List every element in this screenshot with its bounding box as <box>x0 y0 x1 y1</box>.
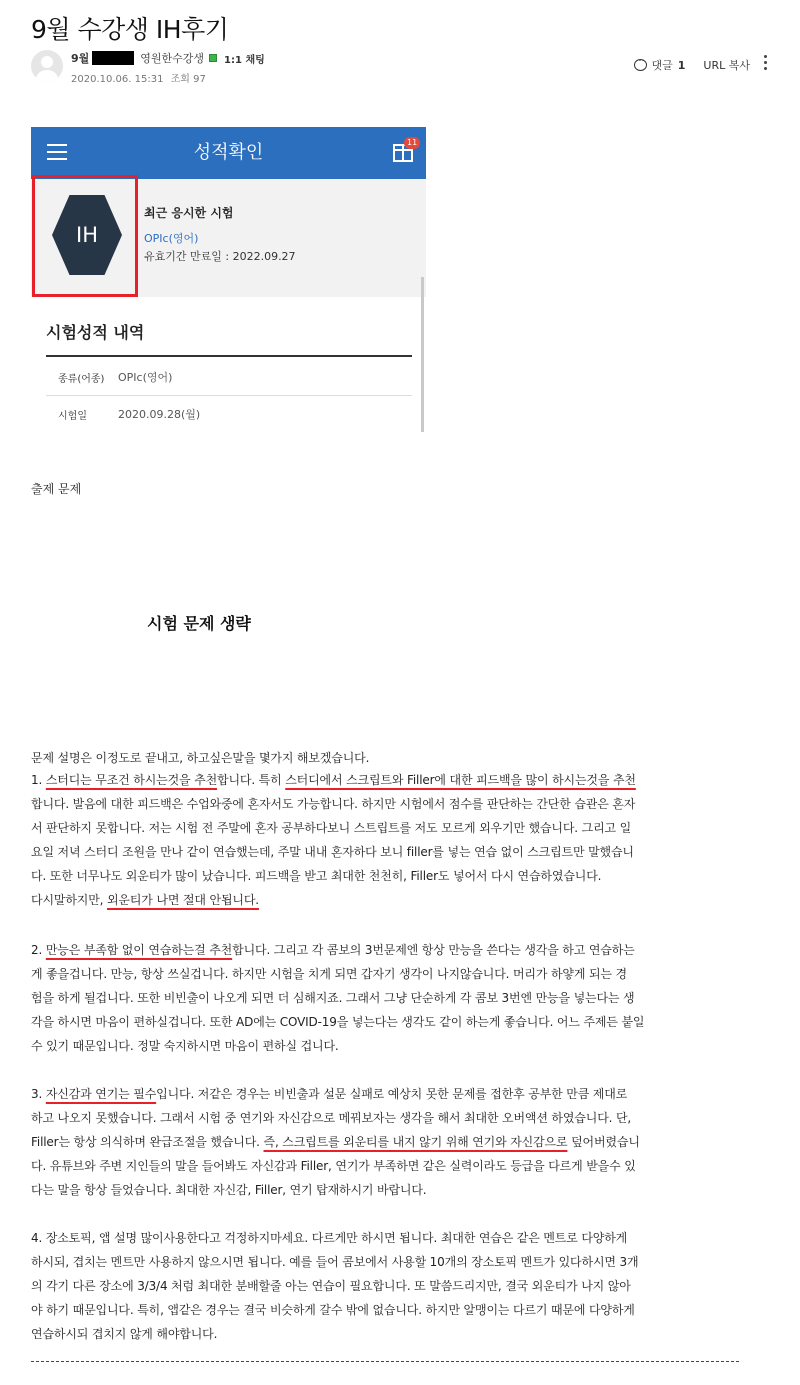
dashed-divider <box>31 1361 739 1362</box>
paragraph-line: 서 판단하지 못합니다. 저는 시험 전 주말에 혼자 공부하다보니 스트립트를 저도 모르게 외우기만 했습니다. 그리고 일 <box>31 821 632 835</box>
row-label-type: 종류(어종) <box>58 374 105 385</box>
paragraph-line: 다. 또한 너무나도 외운티가 많이 났습니다. 피드백을 받고 최대한 천천히, Filler도 넣어서 다시 연습하였습니다. <box>31 869 602 883</box>
comment-count[interactable]: 1 <box>677 58 686 72</box>
comment-label[interactable]: 댓글 <box>651 59 673 72</box>
row-label-date: 시험일 <box>58 411 87 422</box>
score-screenshot <box>31 127 426 432</box>
view-count: 조회 97 <box>170 74 206 85</box>
paragraph-line: 3. 자신감과 연기는 필수입니다. 저같은 경우는 비빈출과 설문 실패로 예상치 못한 문제를 접한후 공부한 만큼 제대로 <box>31 1087 628 1101</box>
section-label: 출제 문제 <box>31 482 82 496</box>
paragraph-line: 하고 나오지 못했습니다. 그래서 시험 중 연기와 자신감으로 메꿔보자는 생각을 해서 최대한 오버액션 하였습니다. 단, <box>31 1111 632 1125</box>
post-tools <box>634 57 751 73</box>
history-card <box>31 297 426 432</box>
omitted-notice: 시험 문제 생략 <box>147 614 251 633</box>
recent-exam-name: OPIc(영어) <box>144 232 199 245</box>
author-rank: 영원한수강생 <box>140 52 205 65</box>
paragraph-line: 각을 하시면 마음이 편하실겁니다. 또한 AD에는 COVID-19을 넣는다는 생각도 같이 하는게 좋습니다. 어느 주제든 붙일 <box>31 1015 645 1029</box>
notification-badge: 11 <box>404 137 420 149</box>
paragraph-line: 다는 말을 항상 들었습니다. 최대한 자신감, Filler, 연기 탑재하시기 바랍니다. <box>31 1183 427 1197</box>
paragraph-line: Filler는 항상 의식하며 완급조절을 했습니다. 즉, 스크립트를 외운티를 내지 않기 위해 연기와 자신감으로 덮어버렸습니 <box>31 1135 640 1149</box>
comment-icon[interactable] <box>634 59 647 71</box>
scrollbar <box>421 277 424 432</box>
highlighted-text: 외운티가 나면 절대 안됩니다. <box>106 893 259 907</box>
paragraph-line: 다. 유튜브와 주변 지인들의 말을 들어봐도 자신감과 Filler, 연기가 부족하면 같은 실력이라도 등급을 다르게 받을수 있 <box>31 1159 636 1173</box>
highlighted-text: 즉, 스크립트를 외운티를 내지 않기 위해 연기와 자신감으로 <box>263 1135 568 1149</box>
more-options-icon[interactable] <box>760 55 770 70</box>
recent-exam-expiry: 유효기간 만료일 : 2022.09.27 <box>144 250 296 263</box>
grade-label: IH <box>76 223 98 247</box>
paragraph-line: 게 좋을겁니다. 만능, 항상 쓰실겁니다. 하지만 시험을 치게 되면 갑자기 생각이 나지않습니다. 머리가 하얗게 되는 경 <box>31 967 627 981</box>
paragraph-line: 험을 하게 될겁니다. 또한 비빈출이 나오게 되면 더 심해지죠. 그래서 그냥 단순하게 각 콤보 3번엔 만능을 넣는다는 생 <box>31 991 635 1005</box>
member-level-icon <box>209 54 217 62</box>
paragraph-line: 2. 만능은 부족함 없이 연습하는걸 추천합니다. 그리고 각 콤보의 3번문제엔 항상 만능을 쓴다는 생각을 하고 연습하는 <box>31 943 635 957</box>
author-info <box>71 50 265 66</box>
paragraph-line: 하시되, 겹치는 멘트만 사용하지 않으시면 됩니다. 예를 들어 콤보에서 사용할 10개의 장소토픽 멘트가 있다하시면 3개 <box>31 1255 639 1269</box>
post-title: 9월 수강생 IH후기 <box>31 15 229 44</box>
post-meta <box>71 70 210 85</box>
redacted-name <box>92 51 134 65</box>
highlight-box <box>32 175 138 297</box>
highlighted-text: 스터디는 무조건 하시는것을 추천 <box>45 773 218 787</box>
row-value-type: OPIc(영어) <box>118 371 173 384</box>
app-title: 성적확인 <box>193 142 264 163</box>
divider <box>46 355 412 357</box>
divider <box>46 395 412 396</box>
history-title: 시험성적 내역 <box>46 323 145 342</box>
paragraph-line: 다시말하지만, 외운티가 나면 절대 안됩니다. <box>31 893 259 907</box>
paragraph-line: 수 있기 때문입니다. 정말 숙지하시면 마음이 편하실 겁니다. <box>31 1039 339 1053</box>
highlighted-text: 스터디에서 스크립트와 Filler에 대한 피드백을 많이 하시는것을 추천 <box>285 773 636 787</box>
post-date: 2020.10.06. 15:31 <box>71 74 164 85</box>
highlighted-text: 만능은 부족함 없이 연습하는걸 추천 <box>45 943 233 957</box>
paragraph-line: 야 하기 때문입니다. 특히, 앱같은 경우는 결국 비슷하게 갈수 밖에 없습니다. 하지만 알맹이는 다르기 때문에 다양하게 <box>31 1303 635 1317</box>
url-copy-button[interactable]: URL 복사 <box>703 59 750 72</box>
avatar[interactable] <box>31 50 63 82</box>
paragraph-line: 문제 설명은 이정도로 끝내고, 하고싶은말을 몇가지 해보겠습니다. <box>31 751 370 765</box>
author-nickname[interactable]: 9월 <box>71 52 90 65</box>
paragraph-line: 요일 저녁 스터디 조원을 만나 같이 연습했는데, 주말 내내 혼자하다 보니 filler를 넣는 연습 없이 스크립트만 말했습니 <box>31 845 634 859</box>
paragraph-line: 의 각기 다른 장소에 3/3/4 처럼 최대한 분배할줄 아는 연습이 필요합니다. 또 말씀드리지만, 결국 외운티가 나지 않아 <box>31 1279 631 1293</box>
paragraph-line: 합니다. 발음에 대한 피드백은 수업와중에 혼자서도 가능합니다. 하지만 시험에서 점수를 판단하는 간단한 습관은 혼자 <box>31 797 636 811</box>
paragraph-line: 1. 스터디는 무조건 하시는것을 추천합니다. 특히 스터디에서 스크립트와 Filler에 대한 피드백을 많이 하시는것을 추천 <box>31 773 636 787</box>
highlighted-text: 자신감과 연기는 필수 <box>45 1087 157 1101</box>
paragraph-line: 4. 장소토픽, 앱 설명 많이사용한다고 걱정하지마세요. 다르게만 하시면 됩니다. 최대한 연습은 같은 멘트로 다양하게 <box>31 1231 628 1245</box>
row-value-date: 2020.09.28(월) <box>118 408 201 421</box>
paragraph-line: 연습하시되 겹치지 않게 해야합니다. <box>31 1327 218 1341</box>
recent-exam-title: 최근 응시한 시험 <box>144 206 234 220</box>
chat-button[interactable]: 1:1 채팅 <box>224 54 265 66</box>
